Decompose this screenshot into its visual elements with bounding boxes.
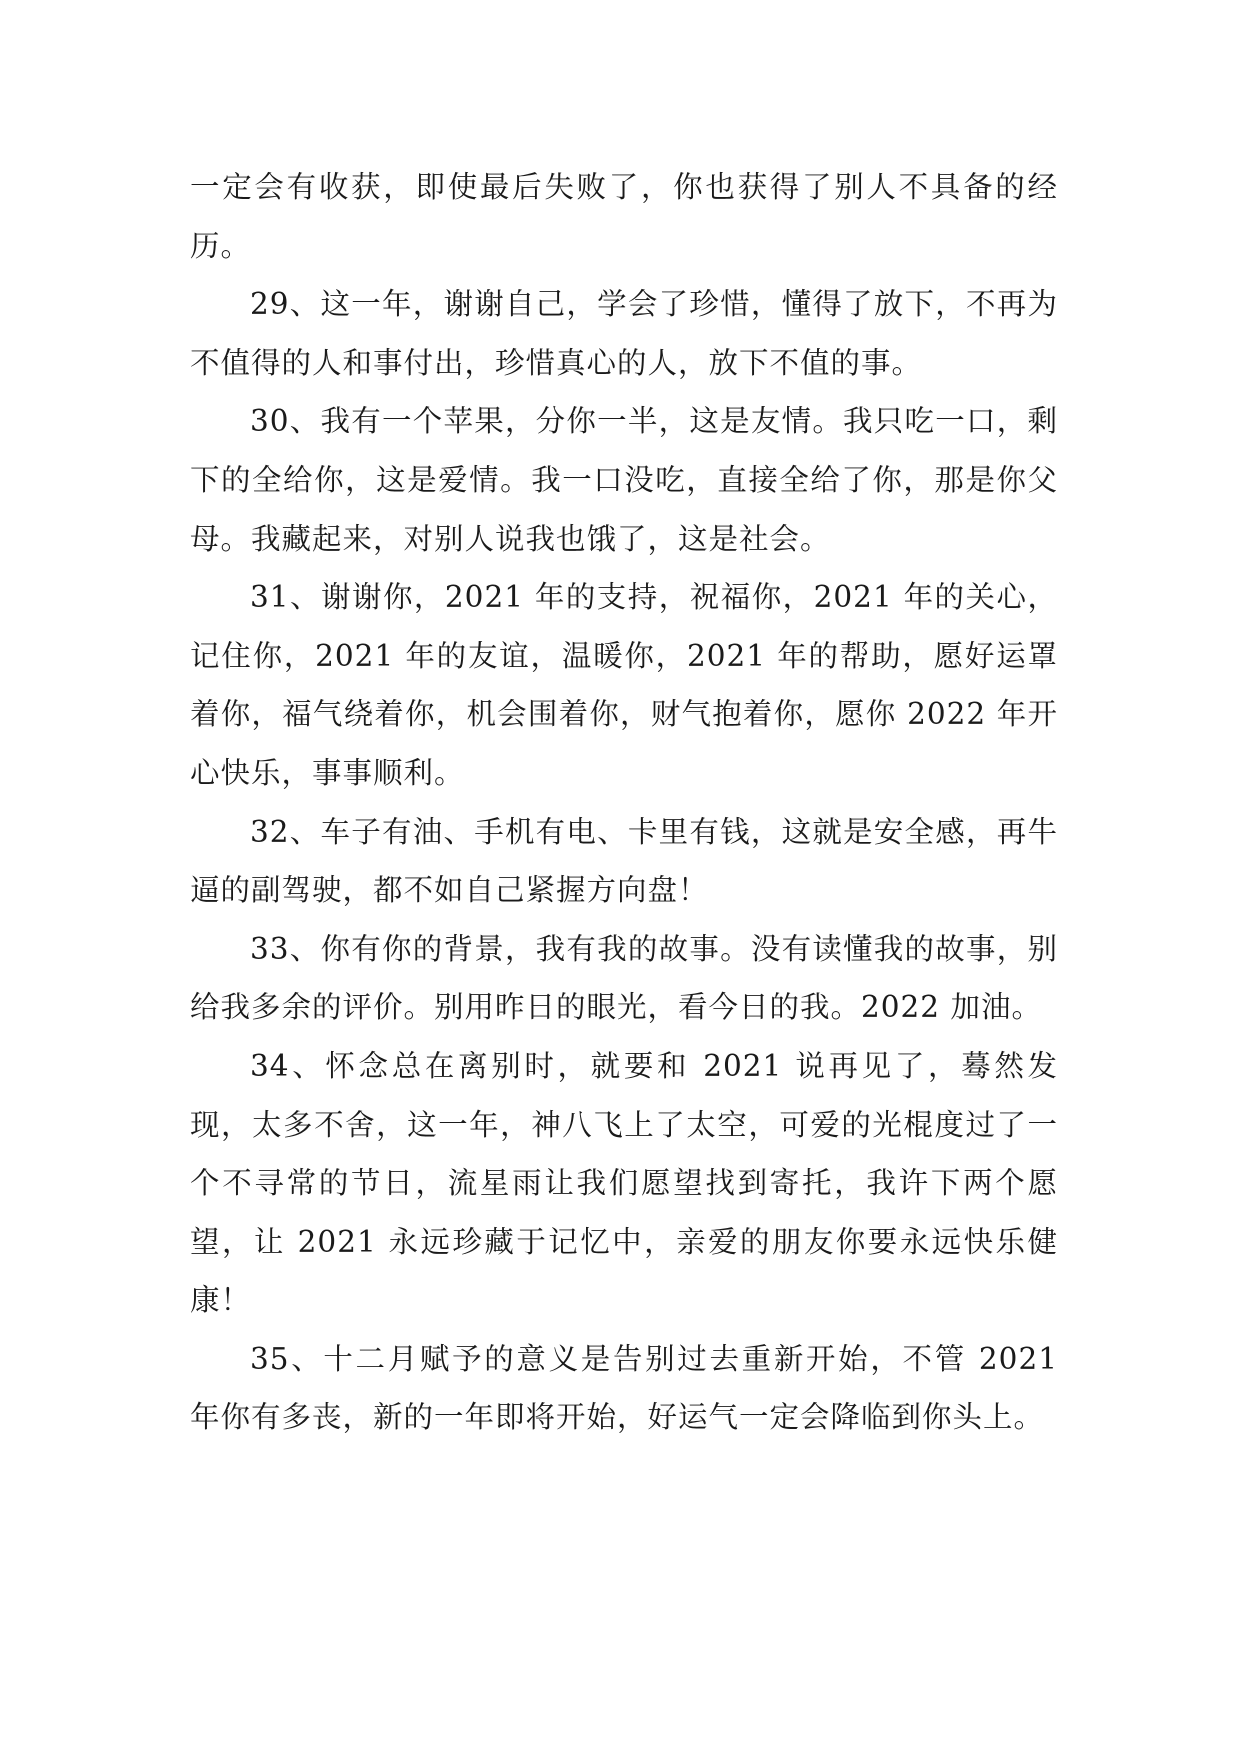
paragraph-30: 30、我有一个苹果，分你一半，这是友情。我只吃一口，剩下的全给你，这是爱情。我一口没吃，直接全给了你，那是你父母。我藏起来，对别人说我也饿了，这是社会。 <box>190 404 1058 556</box>
paragraph-35: 35、十二月赋予的意义是告别过去重新开始，不管 2021 年你有多丧，新的一年即将开始，好运气一定会降临到你头上。 <box>190 1341 1058 1435</box>
paragraph-34: 34、怀念总在离别时，就要和 2021 说再见了，蓦然发现，太多不舍，这一年，神八飞上了太空，可爱的光棍度过了一个不寻常的节日，流星雨让我们愿望找到寄托，我许下两个愿望，让 2021 永远珍藏于记忆中，亲爱的朋友你要永远快乐健康！ <box>190 1048 1058 1318</box>
paragraph-32: 32、车子有油、手机有电、卡里有钱，这就是安全感，再牛逼的副驾驶，都不如自己紧握方向盘！ <box>190 814 1058 908</box>
paragraph-33: 33、你有你的背景，我有我的故事。没有读懂我的故事，别给我多余的评价。别用昨日的眼光，看今日的我。2022 加油。 <box>190 931 1058 1025</box>
paragraph-continuation: 一定会有收获，即使最后失败了，你也获得了别人不具备的经历。 <box>190 170 1058 263</box>
document-body <box>190 158 1058 1447</box>
paragraph-29: 29、这一年，谢谢自己，学会了珍惜，懂得了放下，不再为不值得的人和事付出，珍惜真心的人，放下不值的事。 <box>190 287 1058 380</box>
paragraph-31: 31、谢谢你，2021 年的支持，祝福你，2021 年的关心，记住你，2021 年的友谊，温暖你，2021 年的帮助，愿好运罩着你，福气绕着你，机会围着你，财气抱着你，愿你 2022 年开心快乐，事事顺利。 <box>190 580 1058 790</box>
